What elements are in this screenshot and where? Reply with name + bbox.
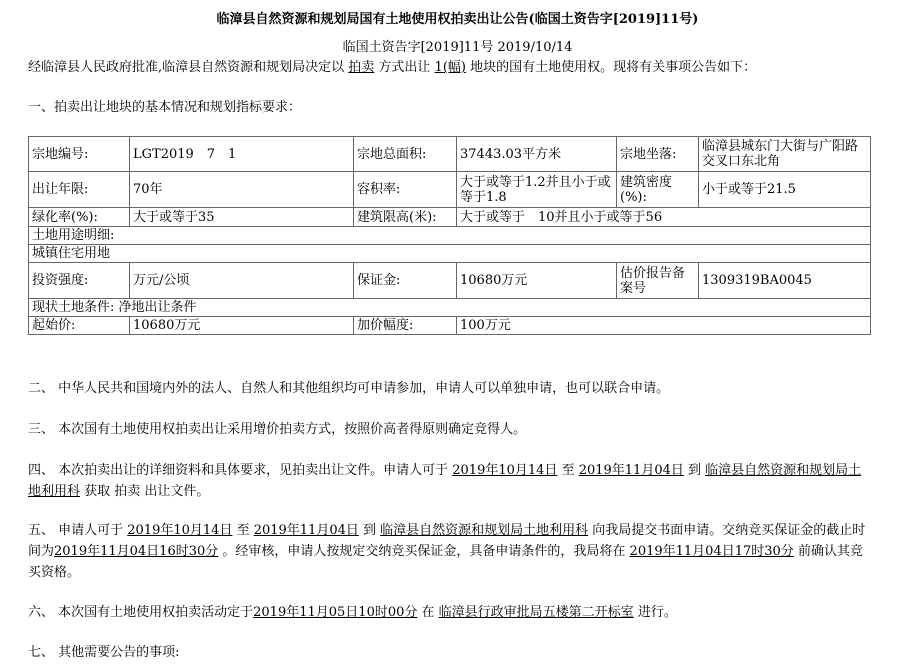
cell-far-label: 容积率:: [354, 172, 457, 208]
cell-condition: 现状土地条件: 净地出让条件: [29, 299, 871, 317]
section-5: [28, 520, 870, 583]
s6-text-c: 进行。: [633, 605, 677, 620]
table-row: [29, 245, 871, 263]
cell-use-label: 土地用途明细:: [29, 227, 871, 245]
section-7: 七、 其他需要公告的事项:: [28, 645, 180, 660]
s5-end-date-link[interactable]: 2019年11月04日: [253, 523, 359, 538]
cell-height-label: 建筑限高(米):: [354, 208, 457, 227]
s5-confirm-time-link[interactable]: 2019年11月04日17时30分: [629, 544, 794, 559]
intro-count: 1(幅): [434, 60, 466, 75]
s5-text-a: 五、 申请人可于: [28, 523, 128, 538]
s6-text-b: 在: [417, 605, 439, 620]
s4-text-a: 四、 本次拍卖出让的详细资料和具体要求，见拍卖出让文件。申请人可于: [28, 463, 453, 478]
intro-text-2: 方式出让: [374, 60, 435, 75]
s6-time-link[interactable]: 2019年11月05日10时00分: [253, 605, 418, 620]
intro-text-1: 经临漳县人民政府批准,临漳县自然资源和规划局决定以: [28, 60, 349, 75]
cell-area-value: 37443.03平方米: [457, 137, 617, 172]
cell-report-value: 1309319BA0045: [699, 263, 871, 299]
table-row: [29, 317, 871, 335]
notice-subtitle: 临国土资告字[2019]11号 2019/10/14: [342, 40, 573, 55]
s5-text-f: 前确认其竞买资格。: [28, 544, 863, 580]
s5-text-b: 至: [232, 523, 254, 538]
s4-text-e: 获取 拍卖 出让文件。: [80, 484, 210, 499]
s4-text-b: 至: [557, 463, 579, 478]
cell-start-label: 起始价:: [29, 317, 130, 335]
cell-increment-label: 加价幅度:: [354, 317, 457, 335]
section-6: [28, 602, 870, 623]
cell-deposit-label: 保证金:: [354, 263, 457, 299]
table-row: [29, 227, 871, 245]
cell-area-label: 宗地总面积:: [354, 137, 457, 172]
cell-height-value: 大于或等于 10并且小于或等于56: [457, 208, 871, 227]
notice-title: 临漳县自然资源和规划局国有土地使用权拍卖出让公告(临国土资告字[2019]11号): [216, 12, 699, 27]
intro-paragraph: [28, 56, 898, 75]
cell-location-label: 宗地坐落:: [617, 137, 699, 172]
cell-invest-value: 万元/公顷: [130, 263, 354, 299]
s4-end-date-link[interactable]: 2019年11月04日: [578, 463, 684, 478]
s4-place-link[interactable]: 临漳县自然资源和规划局土地利用科: [28, 463, 862, 499]
cell-green-value: 大于或等于35: [130, 208, 354, 227]
cell-location-value: 临漳县城东门大街与广阳路交叉口东北角: [699, 137, 871, 172]
table-row: [29, 299, 871, 317]
land-info-table: [28, 136, 871, 335]
cell-deposit-value: 10680万元: [457, 263, 617, 299]
s6-place-link[interactable]: 临漳县行政审批局五楼第二开标室: [438, 605, 634, 620]
table-row: [29, 137, 871, 172]
section-2: 二、 中华人民共和国境内外的法人、自然人和其他组织均可申请参加，申请人可以单独申请，也可以联合申请。: [28, 381, 670, 396]
cell-term-label: 出让年限:: [29, 172, 130, 208]
cell-far-value: 大于或等于1.2并且小于或等于1.8: [457, 172, 617, 208]
table-row: [29, 172, 871, 208]
s4-start-date-link[interactable]: 2019年10月14日: [452, 463, 558, 478]
cell-invest-label: 投资强度:: [29, 263, 130, 299]
cell-use-value: 城镇住宅用地: [29, 245, 871, 263]
s5-place-link[interactable]: 临漳县自然资源和规划局土地利用科: [380, 523, 589, 538]
cell-density-value: 小于或等于21.5: [699, 172, 871, 208]
s4-text-c: 到: [683, 463, 706, 478]
intro-method: 拍卖: [348, 60, 375, 75]
intro-text-3: 地块的国有土地使用权。现将有关事项公告如下：: [465, 60, 757, 75]
cell-start-value: 10680万元: [130, 317, 354, 335]
cell-code-label: 宗地编号:: [29, 137, 130, 172]
s5-start-date-link[interactable]: 2019年10月14日: [127, 523, 233, 538]
s5-deadline-link[interactable]: 2019年11月04日16时30分: [54, 544, 219, 559]
cell-term-value: 70年: [130, 172, 354, 208]
section-3: 三、 本次国有土地使用权拍卖出让采用增价拍卖方式，按照价高者得原则确定竞得人。: [28, 422, 527, 437]
s5-text-c: 到: [358, 523, 381, 538]
cell-increment-value: 100万元: [457, 317, 871, 335]
cell-green-label: 绿化率(%):: [29, 208, 130, 227]
cell-density-label: 建筑密度(%):: [617, 172, 699, 208]
s6-text-a: 六、 本次国有土地使用权拍卖活动定于: [28, 605, 254, 620]
cell-report-label: 估价报告备案号: [617, 263, 699, 299]
section-1-heading: 一、拍卖出让地块的基本情况和规划指标要求：: [28, 100, 302, 115]
section-4: [28, 460, 870, 502]
s5-text-e: 。经审核，申请人按规定交纳竞买保证金，具备申请条件的，我局将在: [218, 544, 630, 559]
cell-code-value: LGT2019 7 1: [130, 137, 354, 172]
s5-text-d: 向我局提交书面申请。交纳竞买保证金的截止时间为: [28, 523, 866, 559]
table-row: [29, 263, 871, 299]
table-row: [29, 208, 871, 227]
